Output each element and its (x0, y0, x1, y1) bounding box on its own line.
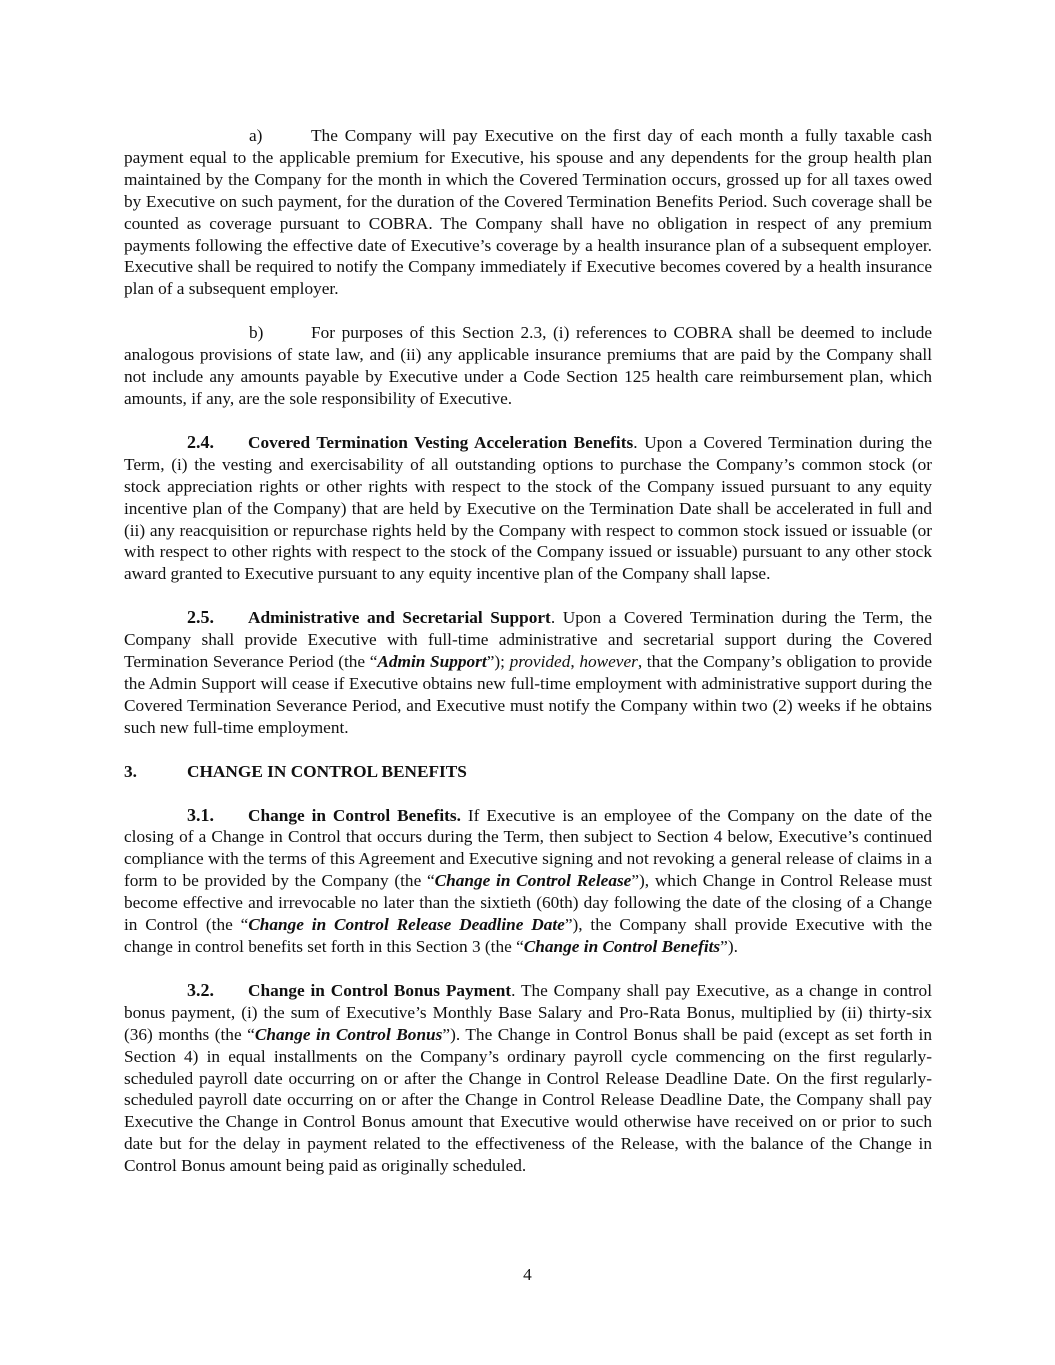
page-number: 4 (523, 1265, 532, 1284)
section-3-1-text-1: If Executive is an employee of the Company on the date of the closing of a Change in Control that occurs during the Term, then subject to Section 4 below, Executive’s continued compliance with the terms of this Agreement and Executive signing and not revoking a general release of claims in a form to be provided by the Company (the “ (124, 805, 932, 891)
section-3-1-text-2: ”), which Change in Control Release must become effective and irrevocable no later than the sixtieth (60th) day following the date of the closing of a Change in Control (the “ (124, 871, 933, 935)
section-2-5-text-1: . Upon a Covered Termination during the Term, the Company shall provide Executive with full-time administrative and secretarial support during the Covered Termination Severance Period (the “ (124, 608, 932, 672)
section-3-1-text-3: ”), the Company shall provide Executive with the change in control benefits set forth in this Section 3 (the “ (124, 915, 932, 956)
section-2-5-heading: Administrative and Secretarial Support (248, 608, 551, 628)
section-3-1 (124, 805, 932, 958)
section-3-2-heading: Change in Control Bonus Payment (248, 980, 512, 1000)
paragraph-a-marker: a) (249, 126, 263, 145)
section-2-4-number: 2.4. (187, 431, 214, 452)
section-3-1-text-4: ”). (720, 937, 738, 956)
section-3-2 (124, 980, 932, 1177)
section-3-number: 3. (124, 761, 137, 781)
section-3-heading (124, 761, 932, 783)
section-3-2-text-2: ”). The Change in Control Bonus shall be paid (except as set forth in Section 4) in equal installments on the Company’s ordinary payroll cycle commencing on the first regularly-scheduled payroll date occurring on or after the Change in Control Release Deadline Date. On the first regularly- scheduled payroll date occurring on or after the Change in Control Release Deadline Date, the Company shall pay Executive the Change in Control Bonus amount that Executive would otherwise have received on or prior to such date but for the delay in payment related to the effectiveness of the Release, with the balance of the Change in Control Bonus amount being paid as originally scheduled. (124, 1024, 933, 1176)
section-2-5 (124, 607, 932, 738)
defined-term-change-in-control-bonus: Change in Control Bonus (254, 1024, 443, 1044)
paragraph-b-text: For purposes of this Section 2.3, (i) references to COBRA shall be deemed to include analogous provisions of state law, and (ii) any applicable insurance premiums that are paid by the Company shall not include any amounts payable by Executive under a Code Section 125 health care reimbursement plan, which amounts, if any, are the sole responsibility of Executive. (124, 323, 932, 408)
paragraph-a-text: The Company will pay Executive on the first day of each month a fully taxable cash payment equal to the applicable premium for Executive, his spouse and any dependents for the group health plan maintained by the Company for the month in which the Covered Termination occurs, grossed up for all taxes owed by Executive on such payment, for the duration of the Covered Termination Benefits Period. Such coverage shall be counted as coverage pursuant to COBRA. The Company shall have no obligation in respect of any premium payments following the effective date of Executive’s coverage by a health insurance plan of a subsequent employer. Executive shall be required to notify the Company immediately if Executive becomes covered by a health insurance plan of a subsequent employer. (124, 126, 932, 299)
term-however: however (579, 652, 638, 672)
paragraph-a (124, 125, 932, 300)
section-2-5-text-2: ”); (486, 652, 510, 672)
defined-term-admin-support: Admin Support (377, 652, 487, 672)
section-2-4-text: . Upon a Covered Termination during the Term, (i) the vesting and exercisability of all outstanding options to purchase the Company’s common stock (or stock appreciation rights or other rights with respect to the stock of the Company issued pursuant to any equity incentive plan of the Company) that are held by Executive on the Termination Date shall be accelerated in full and (ii) any reacquisition or repurchase rights held by the Company with respect to common stock issued or issuable (or with respect to other rights with respect to the stock of the Company issued or issuable) pursuant to any other stock award granted to Executive pursuant to any equity incentive plan of the Company shall lapse. (124, 432, 932, 584)
defined-term-change-in-control-release: Change in Control Release (434, 871, 632, 891)
section-2-4-heading: Covered Termination Vesting Acceleration Benefits (248, 432, 634, 452)
defined-term-change-in-control-benefits: Change in Control Benefits (523, 937, 721, 956)
term-provided: provided (509, 652, 571, 672)
section-2-4 (124, 432, 932, 585)
section-3-1-number: 3.1. (187, 804, 214, 825)
section-3-2-text-1: . The Company shall pay Executive, as a change in control bonus payment, (i) the sum of Executive’s Monthly Base Salary and Pro-Rata Bonus, multiplied by (ii) thirty-six (36) months (the “ (124, 980, 932, 1044)
section-3-1-heading: Change in Control Benefits. (248, 805, 461, 825)
section-2-5-text-3: , (570, 652, 580, 672)
section-3-2-number: 3.2. (187, 979, 214, 1000)
paragraph-b-marker: b) (249, 323, 264, 343)
section-2-5-number: 2.5. (187, 607, 214, 628)
section-3-title: CHANGE IN CONTROL BENEFITS (187, 761, 467, 781)
defined-term-release-deadline-date: Change in Control Release Deadline Date (248, 915, 565, 935)
section-2-5-text-4: , that the Company’s obligation to provide the Admin Support will cease if Executive obtains new full-time employment with administrative support during the Covered Termination Severance Period, and Executive must notify the Company within two (2) weeks if he obtains such new full-time employment. (124, 652, 933, 737)
paragraph-b (124, 322, 932, 410)
